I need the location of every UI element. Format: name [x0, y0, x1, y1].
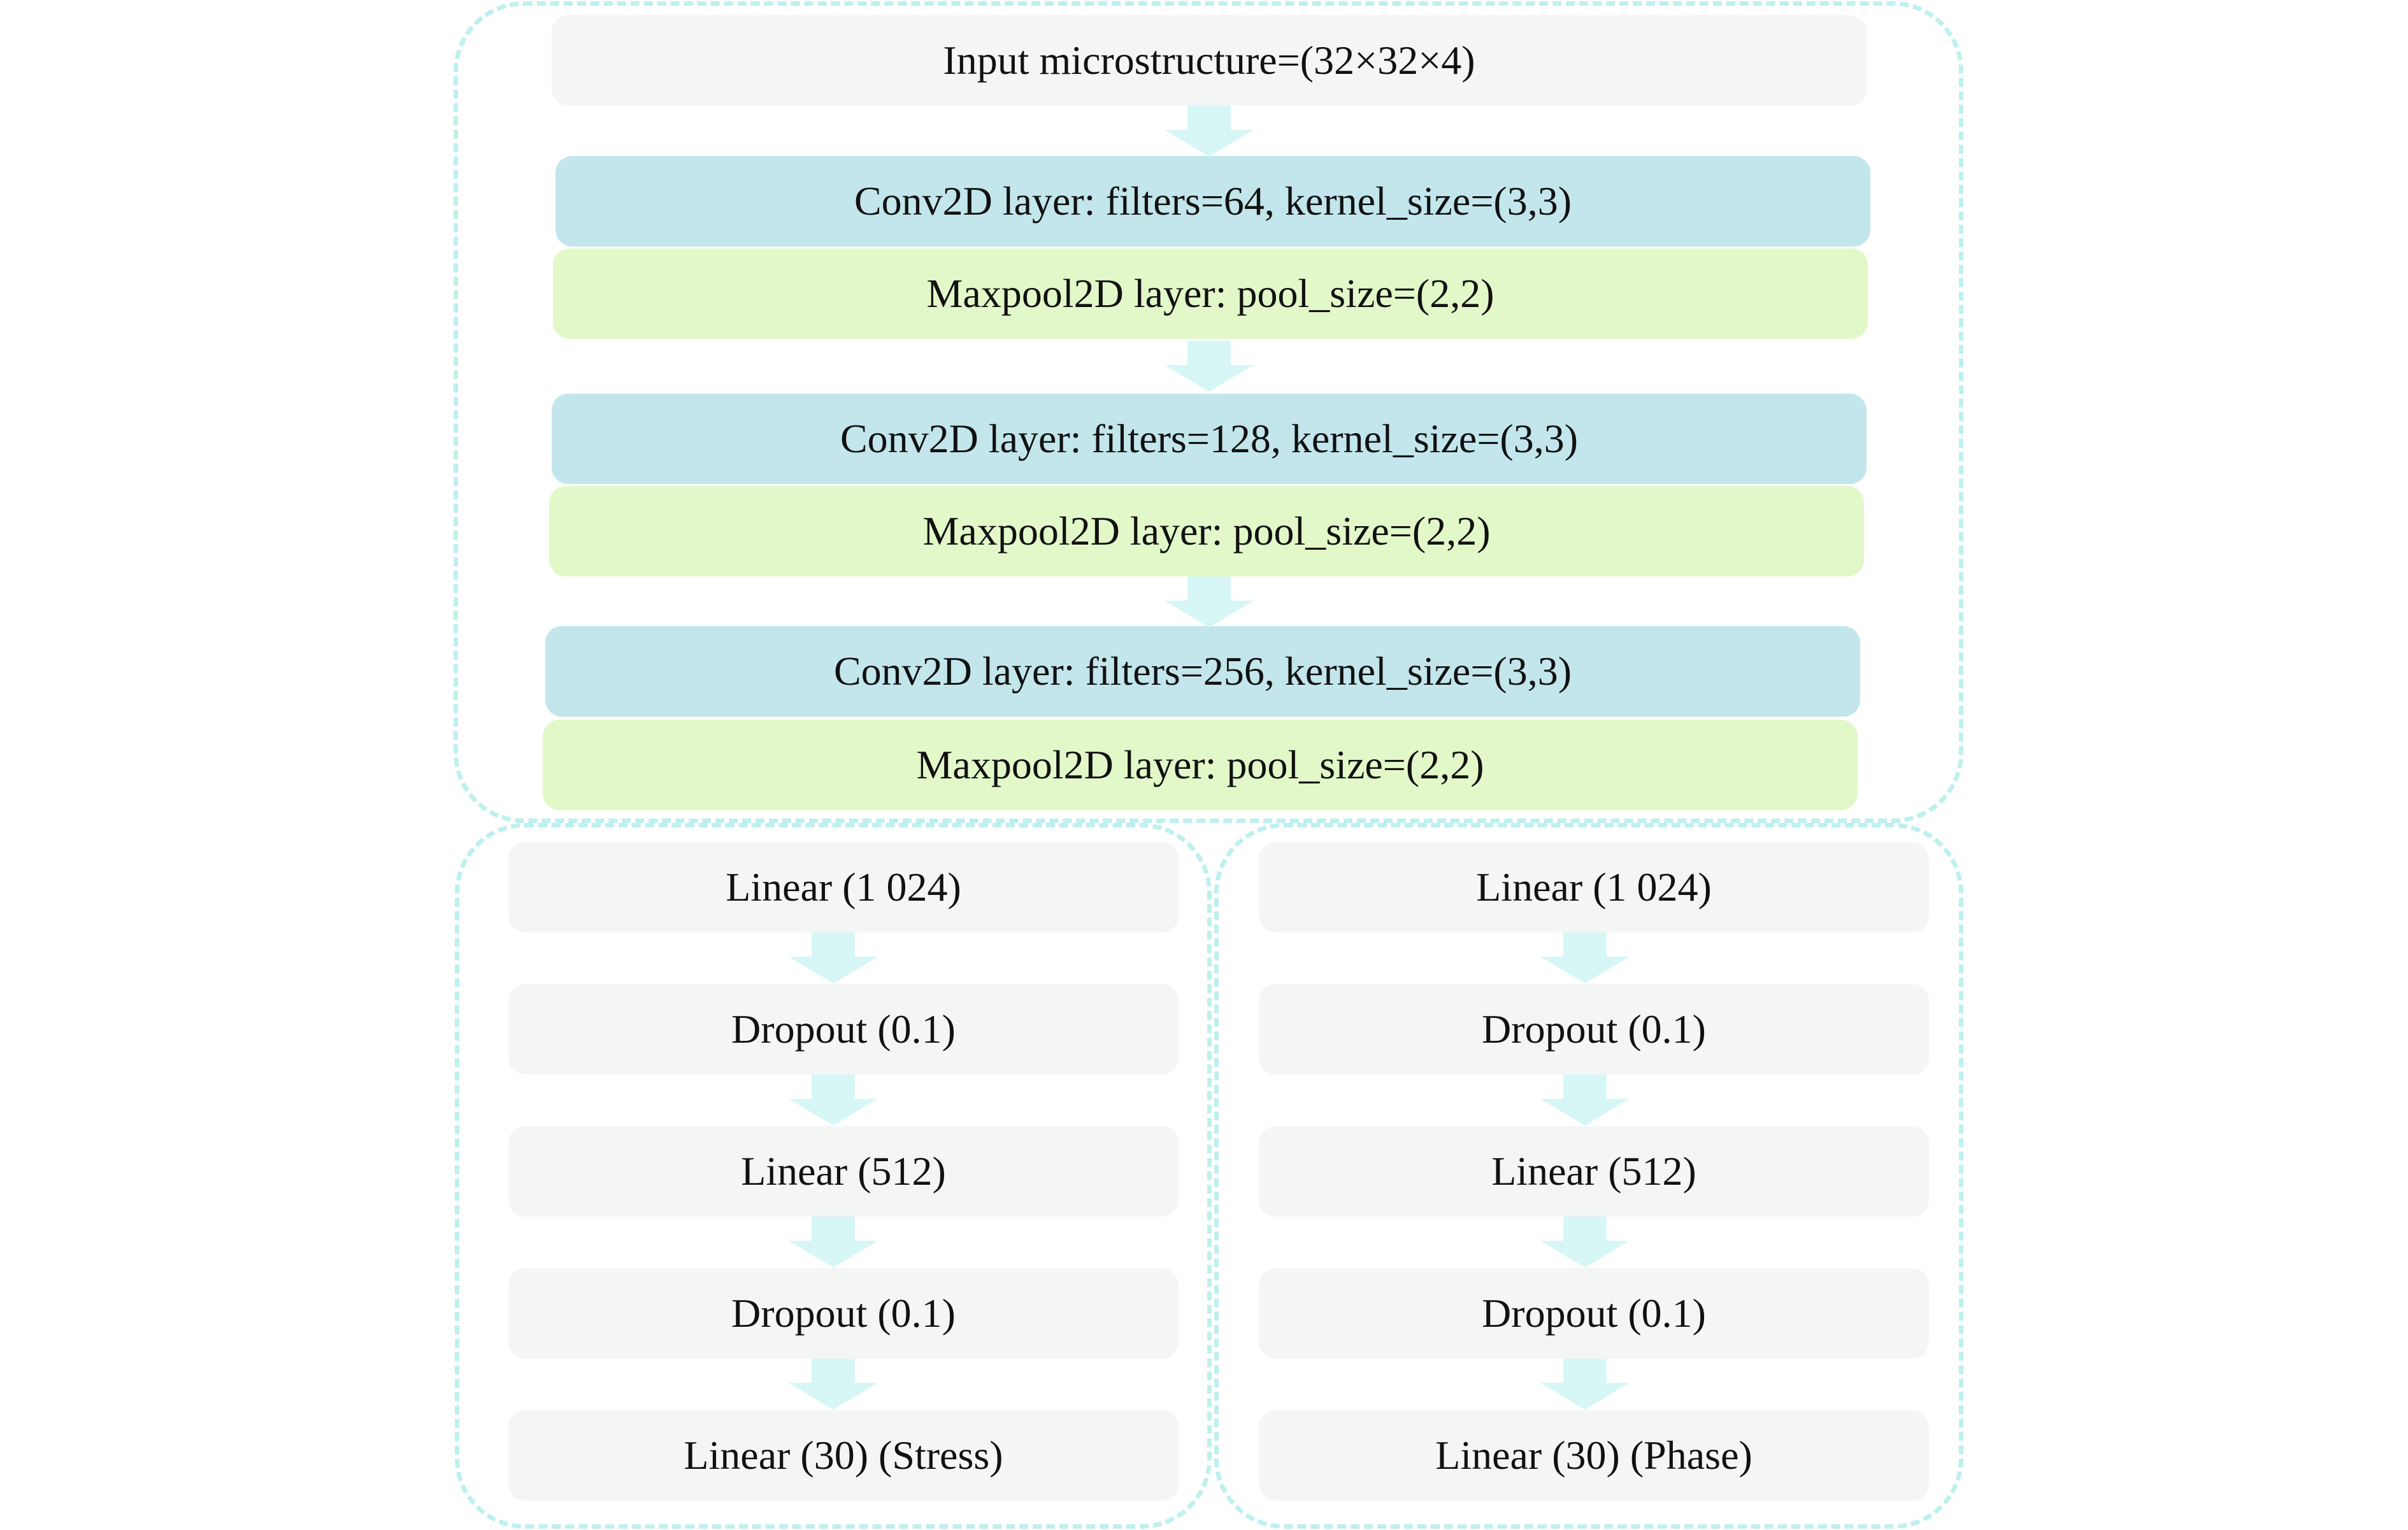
stress-linear-1024-box: Linear (1 024)	[508, 842, 1179, 933]
stress-output-box: Linear (30) (Stress)	[508, 1410, 1179, 1501]
arrow-down-icon	[1540, 1075, 1630, 1126]
maxpool-box-1: Maxpool2D layer: pool_size=(2,2)	[553, 248, 1868, 339]
arrow-down-icon	[1165, 341, 1254, 392]
arrow-down-icon	[789, 1075, 878, 1126]
phase-output-box: Linear (30) (Phase)	[1259, 1410, 1929, 1501]
stress-linear-512-box: Linear (512)	[508, 1126, 1179, 1217]
arrow-down-icon	[1165, 106, 1254, 157]
input-box: Input microstructure=(32×32×4)	[552, 15, 1867, 106]
maxpool-box-2: Maxpool2D layer: pool_size=(2,2)	[549, 486, 1864, 576]
arrow-down-icon	[789, 1359, 878, 1410]
stress-dropout-box-1: Dropout (0.1)	[508, 984, 1179, 1075]
arrow-down-icon	[1165, 576, 1254, 627]
phase-linear-512-box: Linear (512)	[1259, 1126, 1929, 1217]
arrow-down-icon	[789, 1217, 878, 1268]
arrow-down-icon	[1540, 933, 1630, 983]
arrow-down-icon	[1540, 1217, 1630, 1268]
conv2d-128-box: Conv2D layer: filters=128, kernel_size=(3,3)	[552, 394, 1867, 484]
phase-dropout-box-2: Dropout (0.1)	[1259, 1268, 1929, 1359]
arrow-down-icon	[1540, 1359, 1630, 1410]
maxpool-box-3: Maxpool2D layer: pool_size=(2,2)	[543, 720, 1858, 810]
conv2d-64-box: Conv2D layer: filters=64, kernel_size=(3,3)	[555, 156, 1870, 247]
conv2d-256-box: Conv2D layer: filters=256, kernel_size=(3,3)	[545, 626, 1860, 717]
arrow-down-icon	[789, 933, 878, 983]
stress-dropout-box-2: Dropout (0.1)	[508, 1268, 1179, 1359]
phase-dropout-box-1: Dropout (0.1)	[1259, 984, 1929, 1075]
phase-linear-1024-box: Linear (1 024)	[1259, 842, 1929, 933]
